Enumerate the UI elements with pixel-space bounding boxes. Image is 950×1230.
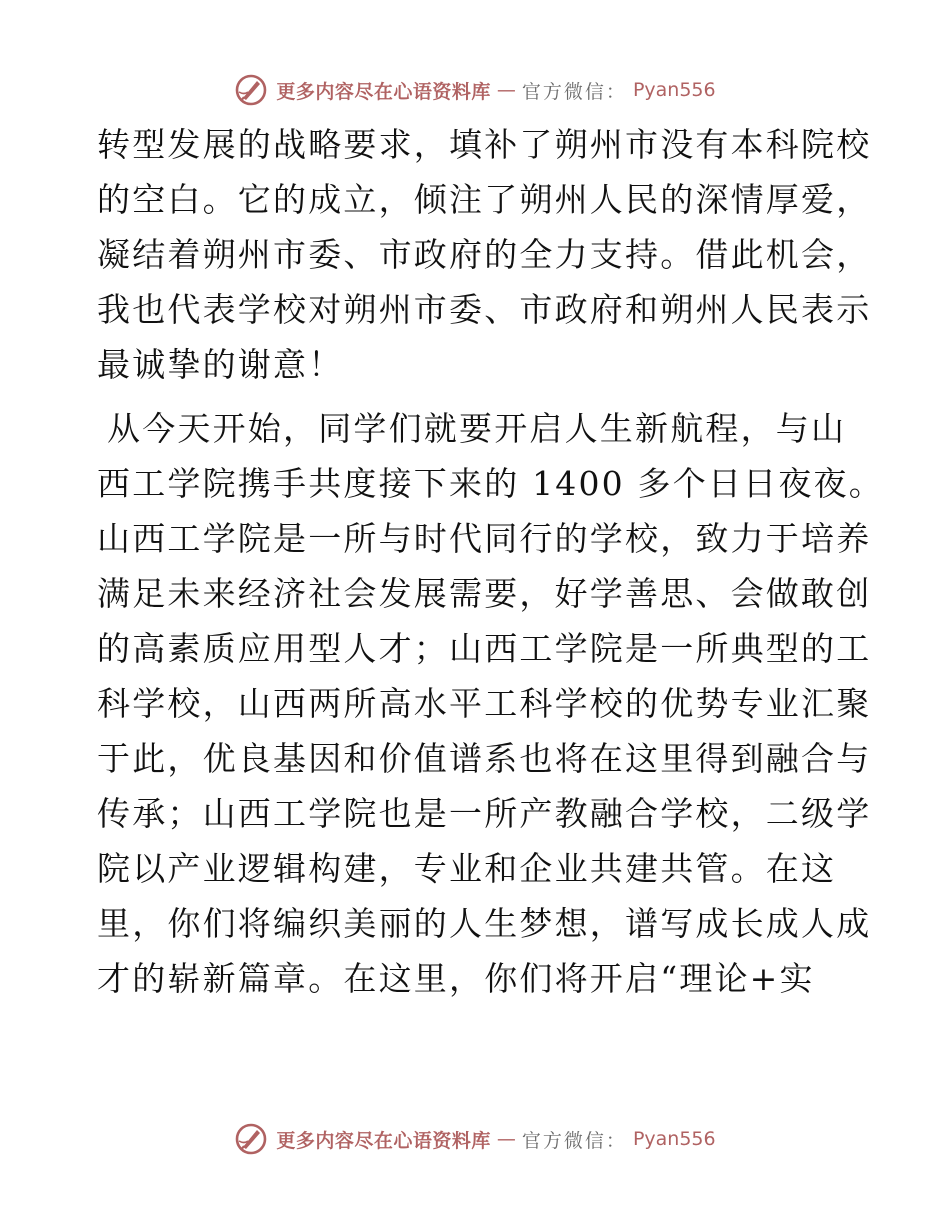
banner-separator: —	[496, 79, 516, 101]
text-line: 山西工学院是一所与时代同行的学校，致力于培养	[97, 519, 872, 558]
text-line: 凝结着朔州市委、市政府的全力支持。借此机会，	[97, 235, 872, 274]
footer-banner	[0, 1119, 950, 1159]
header-banner	[0, 70, 950, 110]
paragraph-2	[97, 401, 884, 1006]
text-line: 从今天开始，同学们就要开启人生新航程，与山	[107, 409, 847, 448]
text-line: 传承；山西工学院也是一所产教融合学校，二级学	[97, 794, 872, 833]
text-line: 我也代表学校对朔州市委、市政府和朔州人民表示	[97, 290, 872, 329]
quill-pen-logo-icon	[234, 1122, 268, 1156]
paragraph-1	[97, 117, 872, 392]
banner-wechat-id: Pyan556	[632, 1128, 716, 1150]
banner-wechat-id: Pyan556	[632, 79, 716, 101]
banner-separator: —	[496, 1128, 516, 1150]
text-line: 的高素质应用型人才；山西工学院是一所典型的工	[97, 629, 872, 668]
document-body	[97, 117, 884, 1006]
quill-pen-logo-icon	[234, 73, 268, 107]
text-line: 才的崭新篇章。在这里，你们将开启“理论+实	[97, 959, 815, 998]
banner-wechat-label: 官方微信：	[521, 1129, 627, 1152]
text-line: 的空白。它的成立，倾注了朔州人民的深情厚爱，	[97, 180, 872, 219]
text-line: 科学校，山西两所高水平工科学校的优势专业汇聚	[97, 684, 872, 723]
text-line: 里，你们将编织美丽的人生梦想，谱写成长成人成	[97, 904, 872, 943]
banner-wechat-label: 官方微信：	[521, 80, 627, 103]
text-line: 转型发展的战略要求，填补了朔州市没有本科院校	[97, 125, 872, 164]
text-line: 院以产业逻辑构建，专业和企业共建共管。在这	[97, 849, 837, 888]
banner-main-text: 更多内容尽在心语资料库	[276, 1129, 491, 1152]
text-line: 满足未来经济社会发展需要，好学善思、会做敢创	[97, 574, 872, 613]
banner-main-text: 更多内容尽在心语资料库	[276, 80, 491, 103]
text-line: 最诚挚的谢意！	[97, 345, 344, 384]
text-line: 西工学院携手共度接下来的 1400 多个日日夜夜。	[97, 464, 884, 503]
text-line: 于此，优良基因和价值谱系也将在这里得到融合与	[97, 739, 872, 778]
